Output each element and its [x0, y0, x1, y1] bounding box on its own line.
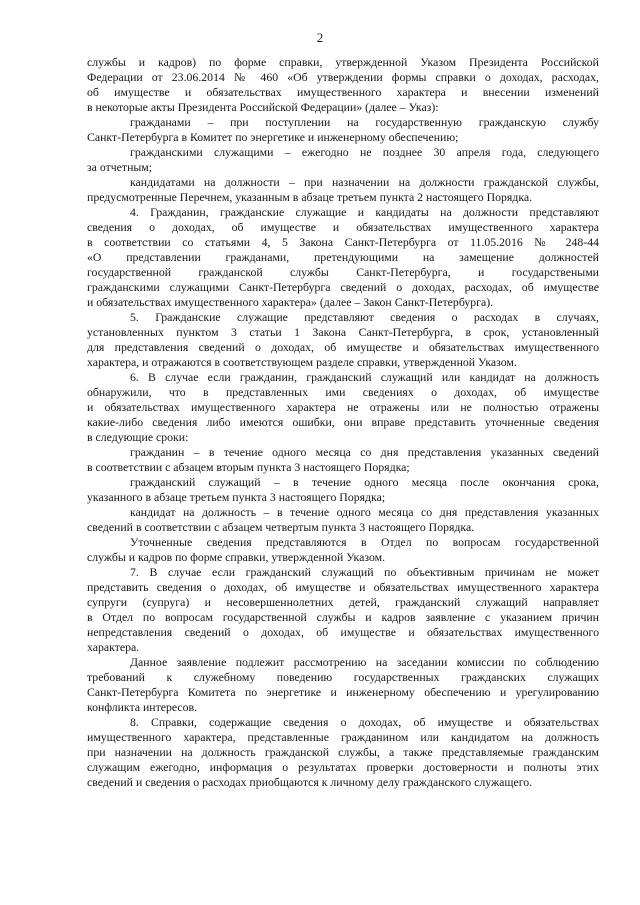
text-line: 7. В случае если гражданский служащий по объективным причинам не может: [130, 565, 599, 579]
text-line: за отчетным;: [87, 160, 153, 174]
paragraph: [87, 115, 599, 145]
paragraph: [87, 475, 599, 505]
text-line: гражданский служащий – в течение одного месяца после окончания срока,: [130, 475, 599, 489]
paragraph: [87, 655, 599, 715]
paragraph: [87, 715, 599, 790]
text-line: кандидат на должность – в течение одного месяца со дня представления указанных: [130, 505, 599, 519]
paragraph: [87, 310, 599, 370]
text-line: и обязательствах имущественного характера» (далее – Закон Санкт-Петербурга).: [87, 295, 494, 309]
text-line: характера, и отражаются в соответствующем разделе справки, утвержденной Указом.: [87, 355, 517, 369]
text-line: гражданин – в течение одного месяца со дня представления указанных сведений: [130, 445, 599, 459]
text-line: службы и кадров) по форме справки, утвержденной Указом Президента Российской: [87, 55, 599, 69]
text-line: 6. В случае если гражданин, гражданский служащий или кандидат на должность: [130, 370, 599, 384]
text-line: имущественного характера, представленные гражданином или кандидатом на должность: [87, 730, 599, 744]
text-line: Данное заявление подлежит рассмотрению на заседании комиссии по соблюдению: [130, 655, 599, 669]
text-line: требований к служебному поведению государственных гражданских служащих: [87, 670, 599, 684]
text-line: в соответствии со статьями 4, 5 Закона Санкт-Петербурга от 11.05.2016 № 248-44: [87, 235, 599, 249]
text-line: непредставления сведений о доходах, об имуществе и обязательствах имущественного: [87, 625, 599, 639]
paragraph: [87, 145, 599, 175]
text-line: обнаружили, что в представленных ими сведениях о доходах, об имуществе: [87, 385, 599, 399]
text-line: какие-либо сведения либо имеются ошибки, они вправе представить уточненные сведения: [87, 415, 599, 429]
text-line: указанного в абзаце третьем пункта 3 настоящего Порядка;: [87, 490, 386, 504]
paragraph: [87, 55, 599, 115]
text-line: государственной гражданской службы Санкт-Петербурга, и государствеными: [87, 265, 599, 279]
text-line: сведений и сведения о расходах приобщаются к личному делу гражданского служащего.: [87, 775, 533, 789]
paragraph: [87, 535, 599, 565]
text-line: и обязательствах имущественного характера не отражены или не полностью отражены: [87, 400, 599, 414]
text-line: в следующие сроки:: [87, 430, 189, 444]
text-line: для представления сведений о доходах, об имуществе и обязательствах имущественного: [87, 340, 599, 354]
text-line: 5. Гражданские служащие представляют сведения о расходах в случаях,: [130, 310, 599, 324]
text-line: конфликта интересов.: [87, 700, 198, 714]
text-line: супруги (супруга) и несовершеннолетних детей, гражданский служащий направляет: [87, 595, 599, 609]
text-line: Федерации от 23.06.2014 № 460 «Об утверждении формы справки о доходах, расходах,: [87, 70, 599, 84]
text-line: 8. Справки, содержащие сведения о доходах, об имуществе и обязательствах: [130, 715, 599, 729]
text-line: гражданскими служащими – ежегодно не позднее 30 апреля года, следующего: [130, 145, 599, 159]
page-number: 2: [316, 30, 324, 45]
text-line: предусмотренные Перечнем, указанным в абзаце третьем пункта 2 настоящего Порядка.: [87, 190, 533, 204]
text-line: в соответствии с абзацем вторым пункта 3 настоящего Порядка;: [87, 460, 410, 474]
text-line: сведения о доходах, об имуществе и обязательствах имущественного характера: [87, 220, 599, 234]
text-line: 4. Гражданин, гражданские служащие и кандидаты на должности представляют: [130, 205, 599, 219]
text-line: в некоторые акты Президента Российской Федерации» (далее – Указ):: [87, 100, 439, 114]
text-line: характера.: [87, 640, 140, 654]
text-line: гражданскими служащими Санкт-Петербурга сведений о доходах, расходах, об имуществе: [87, 280, 599, 294]
paragraph: [87, 445, 599, 475]
text-line: представить сведения о доходах, об имуществе и обязательствах имущественного характера: [87, 580, 599, 594]
text-line: Уточненные сведения представляются в Отдел по вопросам государственной: [130, 535, 599, 549]
document-body: [87, 55, 599, 790]
text-line: Санкт-Петербурга в Комитет по энергетике и инженерному обеспечению;: [87, 130, 459, 144]
text-line: служащим ежегодно, информация о результатах проверки достоверности и полноты этих: [87, 760, 599, 774]
paragraph: [87, 565, 599, 655]
text-line: сведений в соответствии с абзацем четвертым пункта 3 настоящего Порядка.: [87, 520, 475, 534]
paragraph: [87, 205, 599, 310]
text-line: установленных пунктом 3 статьи 1 Закона Санкт-Петербурга, в срок, установленный: [87, 325, 599, 339]
text-line: об имуществе и обязательствах имущественного характера и внесении изменений: [87, 85, 599, 99]
paragraph: [87, 370, 599, 445]
text-line: в Отдел по вопросам государственной службы и кадров заявление с указанием причин: [87, 610, 599, 624]
text-line: «О представлении гражданами, претендующими на замещение должностей: [87, 250, 599, 264]
text-line: гражданами – при поступлении на государственную гражданскую службу: [130, 115, 599, 129]
paragraph: [87, 175, 599, 205]
text-line: при назначении на должность гражданской службы, а также представляемые гражданским: [87, 745, 599, 759]
text-line: кандидатами на должности – при назначении на должности гражданской службы,: [130, 175, 599, 189]
text-line: Санкт-Петербурга Комитета по энергетике и инженерному обеспечению и урегулированию: [87, 685, 599, 699]
paragraph: [87, 505, 599, 535]
text-line: службы и кадров по форме справки, утвержденной Указом.: [87, 550, 386, 564]
